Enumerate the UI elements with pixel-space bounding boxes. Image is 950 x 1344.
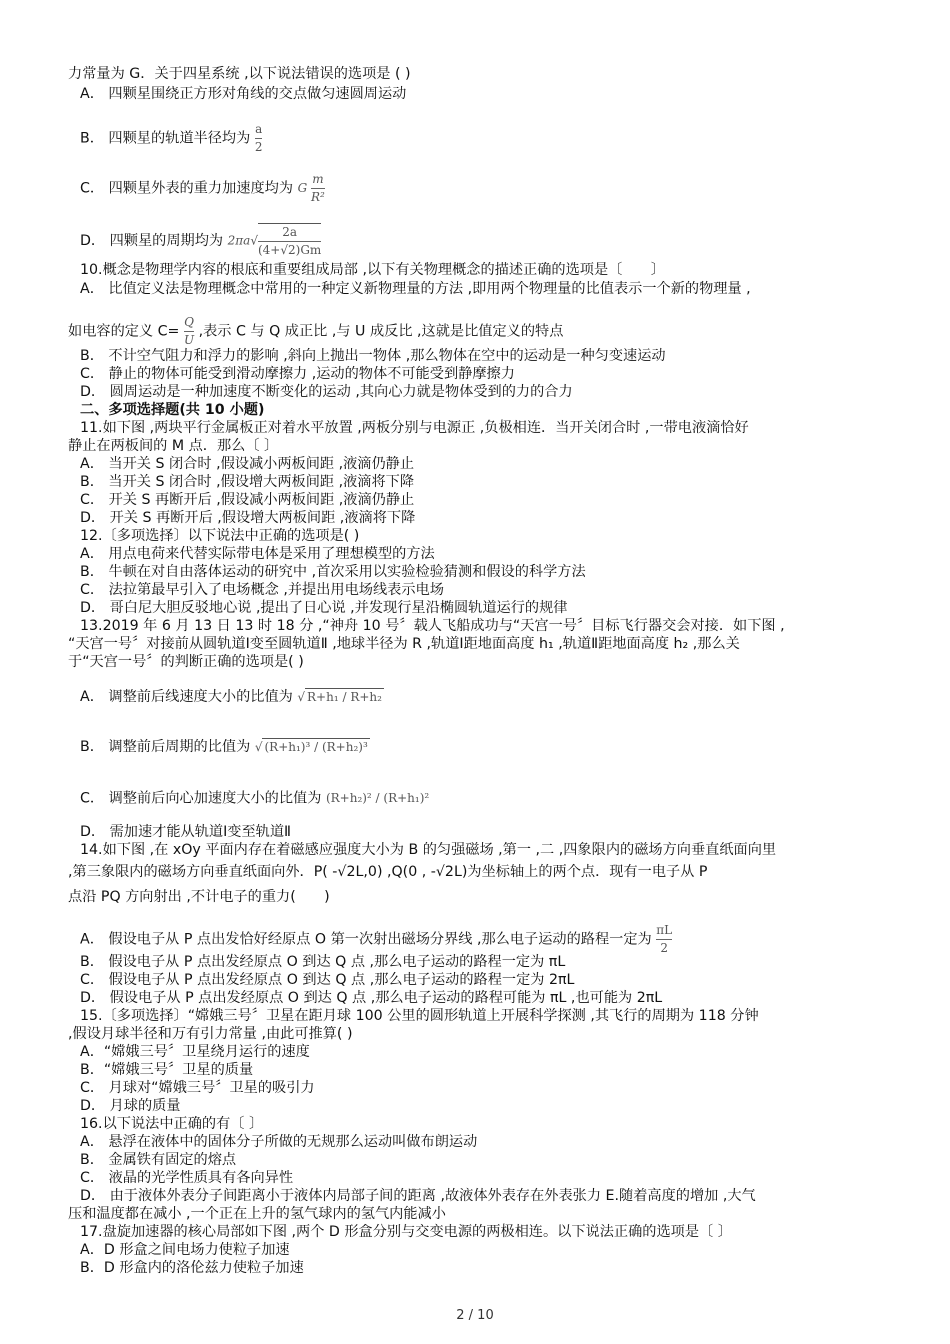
q13-stem-cont2: 于“天宫一号〞的判断正确的选项是( ) (68, 654, 304, 670)
q9-option-c: C． 四颗星外表的重力加速度均为 G $\frac{m}{\text{R²}}$ (80, 172, 325, 204)
q9-option-b: B． 四颗星的轨道半径均为 $\frac{a}{2}$ (80, 122, 263, 154)
q14-option-a: A． 假设电子从 P 点出发恰好经原点 O 第一次射出磁场分界线 ,那么电子运动的路程一定为 $\frac{\pi L}{2}$ (80, 923, 673, 955)
q9-option-a: A． 四颗星围绕正方形对角线的交点做匀速圆周运动 (80, 86, 407, 102)
q10-option-a: A． 比值定义法是物理概念中常用的一种定义新物理量的方法 ,即用两个物理量的比值表示一个新的物理量 , (80, 281, 751, 297)
q16-option-d: D． 由于液体外表分子间距离小于液体内局部子间的距离 ,故液体外表存在外表张力 E.随着高度的增加 ,大气 (80, 1188, 756, 1204)
q15-option-a: A．“嫦娥三号〞卫星绕月运行的速度 (80, 1044, 310, 1060)
q10-option-d: D． 圆周运动是一种加速度不断变化的运动 ,其向心力就是物体受到的力的合力 (80, 384, 573, 400)
q11-option-b: B． 当开关 S 闭合时 ,假设增大两板间距 ,液滴将下降 (80, 474, 415, 490)
q13-stem-cont1: “天宫一号〞对接前从圆轨道Ⅰ变至圆轨道Ⅱ ,地球半径为 R ,轨道Ⅰ距地面高度 h₁ ,轨道Ⅱ距地面高度 h₂ ,那么关 (68, 636, 740, 652)
q17-option-a: A．D 形盒之间电场力使粒子加速 (80, 1242, 290, 1258)
q11-option-a: A． 当开关 S 闭合时 ,假设减小两板间距 ,液滴仍静止 (80, 456, 415, 472)
q11-stem-cont: 静止在两板间的 M 点．那么〔 〕 (68, 438, 279, 454)
q13-option-a: A． 调整前后线速度大小的比值为 √ R+h₁ / R+h₂ (80, 689, 382, 705)
formula-velocity-ratio: √ R+h₁ / R+h₂ (297, 690, 382, 704)
formula-period: 2πa√ $\frac{2a}{(4+√2)Gm}$ (227, 225, 322, 257)
q10-option-c: C． 静止的物体可能受到滑动摩擦力 ,运动的物体不可能受到静摩擦力 (80, 366, 515, 382)
formula-q-over-u: $\frac{Q}{U}$ (183, 315, 195, 347)
q9-stem-end: 力常量为 G．关于四星系统 ,以下说法错误的选项是 ( ) (68, 66, 411, 82)
q10-stem: 10.概念是物理学内容的根底和重要组成局部 ,以下有关物理概念的描述正确的选项是〔 〕 (80, 262, 665, 278)
formula-period-ratio: √ (R+h₁)³ / (R+h₂)³ (254, 740, 368, 754)
formula-accel-ratio: (R+h₂)² / (R+h₁)² (325, 791, 430, 805)
q16-option-c: C． 液晶的光学性质具有各向异性 (80, 1170, 294, 1186)
q13-option-c: C． 调整前后向心加速度大小的比值为 (R+h₂)² / (R+h₁)² (80, 790, 430, 807)
q16-option-b: B． 金属铁有固定的熔点 (80, 1152, 237, 1168)
q10-option-b: B． 不计空气阻力和浮力的影响 ,斜向上抛出一物体 ,那么物体在空中的运动是一种匀变速运动 (80, 348, 666, 364)
q15-option-b: B．“嫦娥三号〞卫星的质量 (80, 1062, 254, 1078)
q13-option-d: D． 需加速才能从轨道Ⅰ变至轨道Ⅱ (80, 824, 292, 840)
q14-option-c: C． 假设电子从 P 点出发经原点 O 到达 Q 点 ,那么电子运动的路程一定为 2πL (80, 972, 575, 988)
page-number: 2 / 10 (456, 1308, 494, 1323)
q14-option-b: B． 假设电子从 P 点出发经原点 O 到达 Q 点 ,那么电子运动的路程一定为 πL (80, 954, 566, 970)
q16-option-a: A． 悬浮在液体中的固体分子所做的无规那么运动叫做布朗运动 (80, 1134, 478, 1150)
q14-stem-cont1: ,第三象限内的磁场方向垂直纸面向外．P( -√2L,0) ,Q(0 , -√2L)为坐标轴上的两个点．现有一电子从 P (68, 864, 708, 880)
q15-stem: 15.〔多项选择〕“嫦娥三号〞卫星在距月球 100 公里的圆形轨道上开展科学探测 ,其飞行的周期为 118 分钟 (80, 1008, 759, 1024)
q10-option-a-cont: 如电容的定义 C= $\frac{Q}{U}$ ,表示 C 与 Q 成正比 ,与 U 成反比 ,这就是比值定义的特点 (68, 315, 564, 347)
q14-stem-cont2: 点沿 PQ 方向射出 ,不计电子的重力( ) (68, 889, 330, 905)
q17-stem: 17.盘旋加速器的核心局部如下图 ,两个 D 形盒分别与交变电源的两极相连。以下说法正确的选项是〔 〕 (80, 1224, 732, 1240)
q11-option-d: D． 开关 S 再断开后 ,假设增大两板间距 ,液滴将下降 (80, 510, 416, 526)
q12-option-c: C． 法拉第最早引入了电场概念 ,并提出用电场线表示电场 (80, 582, 444, 598)
q15-option-d: D． 月球的质量 (80, 1098, 181, 1114)
q15-stem-cont: ,假设月球半径和万有引力常量 ,由此可推算( ) (68, 1026, 353, 1042)
q12-option-a: A． 用点电荷来代替实际带电体是采用了理想模型的方法 (80, 546, 435, 562)
q13-option-b: B． 调整前后周期的比值为 √ (R+h₁)³ / (R+h₂)³ (80, 739, 368, 755)
q16-stem: 16.以下说法中正确的有〔 〕 (80, 1116, 264, 1132)
formula-pil-over-2: $\frac{\pi L}{2}$ (656, 923, 673, 955)
q11-stem: 11.如下图 ,两块平行金属板正对着水平放置 ,两板分别与电源正 ,负极相连．当开关闭合时 ,一带电液滴恰好 (80, 420, 749, 436)
q12-stem: 12.〔多项选择〕以下说法中正确的选项是( ) (80, 528, 360, 544)
q12-option-b: B． 牛顿在对自由落体运动的研究中 ,首次采用以实验检验猜测和假设的科学方法 (80, 564, 586, 580)
q14-stem: 14.如下图 ,在 xOy 平面内存在着磁感应强度大小为 B 的匀强磁场 ,第一 ,二 ,四象限内的磁场方向垂直纸面向里 (80, 842, 777, 858)
sqrt2-q: √2 (435, 864, 454, 880)
section-heading: 二、多项选择题(共 10 小题) (80, 402, 265, 418)
q12-option-d: D． 哥白尼大胆反驳地心说 ,提出了日心说 ,并发现行星沿椭圆轨道运行的规律 (80, 600, 568, 616)
formula-gm-r2: G $\frac{m}{\text{R²}}$ (297, 172, 325, 204)
q11-option-c: C． 开关 S 再断开后 ,假设减小两板间距 ,液滴仍静止 (80, 492, 415, 508)
q17-option-b: B．D 形盒内的洛伦兹力使粒子加速 (80, 1260, 304, 1276)
q14-option-d: D． 假设电子从 P 点出发经原点 O 到达 Q 点 ,那么电子运动的路程可能为 πL ,也可能为 2πL (80, 990, 663, 1006)
q13-stem: 13.2019 年 6 月 13 日 13 时 18 分 ,“神舟 10 号〞载人飞船成功与“天宫一号〞目标飞行器交会对接．如下图 , (80, 618, 785, 634)
sqrt2-p: √2 (337, 864, 356, 880)
q9-option-d: D． 四颗星的周期均为 2πa√ $\frac{2a}{(4+√2)Gm}$ (80, 225, 322, 257)
formula-a-over-2: $\frac{a}{2}$ (254, 122, 263, 154)
q16-option-d-cont: 压和温度都在减小 ,一个正在上升的氢气球内的氢气内能减小 (68, 1206, 446, 1222)
q15-option-c: C． 月球对“嫦娥三号〞卫星的吸引力 (80, 1080, 315, 1096)
